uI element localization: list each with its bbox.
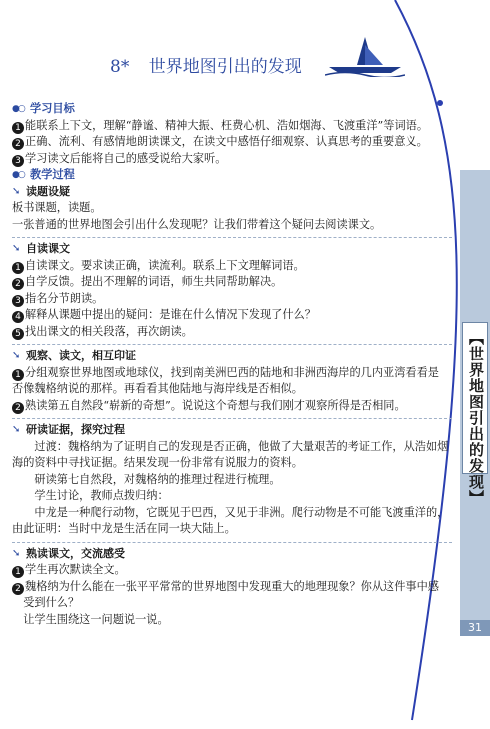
text-line: 受到什么？ <box>23 596 80 609</box>
arrow-icon: ➘ <box>12 185 21 197</box>
list-item: 2 自学反馈。提出不理解的词语，师生共同帮助解决。 <box>12 274 454 291</box>
text-line: 由此证明：当时中龙是生活在同一块大陆上。 <box>12 522 236 535</box>
list-item: 2 魏格纳为什么能在一张平平常常的世界地图中发现重大的地理现象？你从这件事中感 <box>12 579 454 596</box>
page-title <box>110 52 302 77</box>
subsection-title: ➘ 熟读课文，交流感受 <box>12 546 454 563</box>
dashed-divider <box>12 344 452 345</box>
section-dots-icon: ●○ <box>12 104 24 114</box>
page-number: 31 <box>460 620 490 636</box>
sidebar-title: 【世界地图引出的发现】 <box>467 330 485 506</box>
list-item: 2 熟读第五自然段“崭新的奇想”。说说这个奇想与我们刚才观察所得是否相同。 <box>12 398 454 415</box>
text-line: 海的资料中寻找证据。结果发现一份非常有说服力的资料。 <box>12 456 303 469</box>
lesson-title: 世界地图引出的发现 <box>148 57 302 77</box>
lesson-number: 8* <box>110 57 130 77</box>
list-item: 1 自读课文。要求读正确，读流利。联系上下文理解词语。 <box>12 258 454 275</box>
text-line: 一张普通的世界地图会引出什么发现呢？让我们带着这个疑问去阅读课文。 <box>12 217 382 231</box>
list-item: 3 指名分节朗读。 <box>12 291 454 308</box>
subsection-title: ➘ 自读课文 <box>12 241 454 258</box>
list-item: 5 找出课文的相关段落，再次朗读。 <box>12 324 454 341</box>
text-line: 板书课题，读题。 <box>12 201 102 214</box>
dashed-divider <box>12 542 452 543</box>
arrow-icon: ➘ <box>12 424 21 435</box>
goals-heading: ●○ 学习目标 <box>12 101 454 118</box>
list-item: 1 分组观察世界地图或地球仪，找到南美洲巴西的陆地和非洲西海岸的几内亚湾看看是 <box>12 365 454 382</box>
process-heading: ●○ 教学过程 <box>12 167 454 184</box>
dashed-divider <box>12 237 452 238</box>
goal-item: 1 能联系上下文，理解“静谧、精神大振、枉费心机、浩如烟海、飞渡重洋”等词语。 <box>12 118 454 135</box>
text-line: 研读第七自然段，对魏格纳的推理过程进行梳理。 <box>34 472 281 486</box>
text-line: 中龙是一种爬行动物，它既见于巴西，又见于非洲。爬行动物是不可能飞渡重洋的， <box>34 505 449 519</box>
text-line: 让学生围绕这一问题说一说。 <box>23 612 169 626</box>
arrow-icon: ➘ <box>12 547 21 559</box>
goal-item: 3 学习读文后能将自己的感受说给大家听。 <box>12 151 454 168</box>
list-item: 1 学生再次默读全文。 <box>12 562 454 579</box>
arrow-icon: ➘ <box>12 350 21 361</box>
ship-icon <box>325 35 405 77</box>
list-item: 4 解释从课题中提出的疑问：是谁在什么情况下发现了什么？ <box>12 307 454 324</box>
text-line: 否像魏格纳说的那样。再看看其他陆地与海岸线是否相似。 <box>12 382 303 395</box>
subsection-title: ➘ 观察、读文，相互印证 <box>12 348 454 365</box>
goal-item: 2 正确、流利、有感情地朗读课文，在读文中感悟仔细观察、认真思考的重要意义。 <box>12 134 454 151</box>
text-line: 学生讨论，教师点拨归纳： <box>34 489 169 502</box>
arrow-icon: ➘ <box>12 243 21 254</box>
subsection-title: ➘ 读题设疑 <box>12 184 454 201</box>
subsection-title: ➘ 研读证据，探究过程 <box>12 422 454 439</box>
section-dots-icon: ●○ <box>12 170 24 180</box>
dashed-divider <box>12 418 452 419</box>
text-line: 过渡：魏格纳为了证明自己的发现是否正确，他做了大量艰苦的考证工作，从浩如烟 <box>34 439 449 453</box>
lesson-content <box>12 101 454 628</box>
